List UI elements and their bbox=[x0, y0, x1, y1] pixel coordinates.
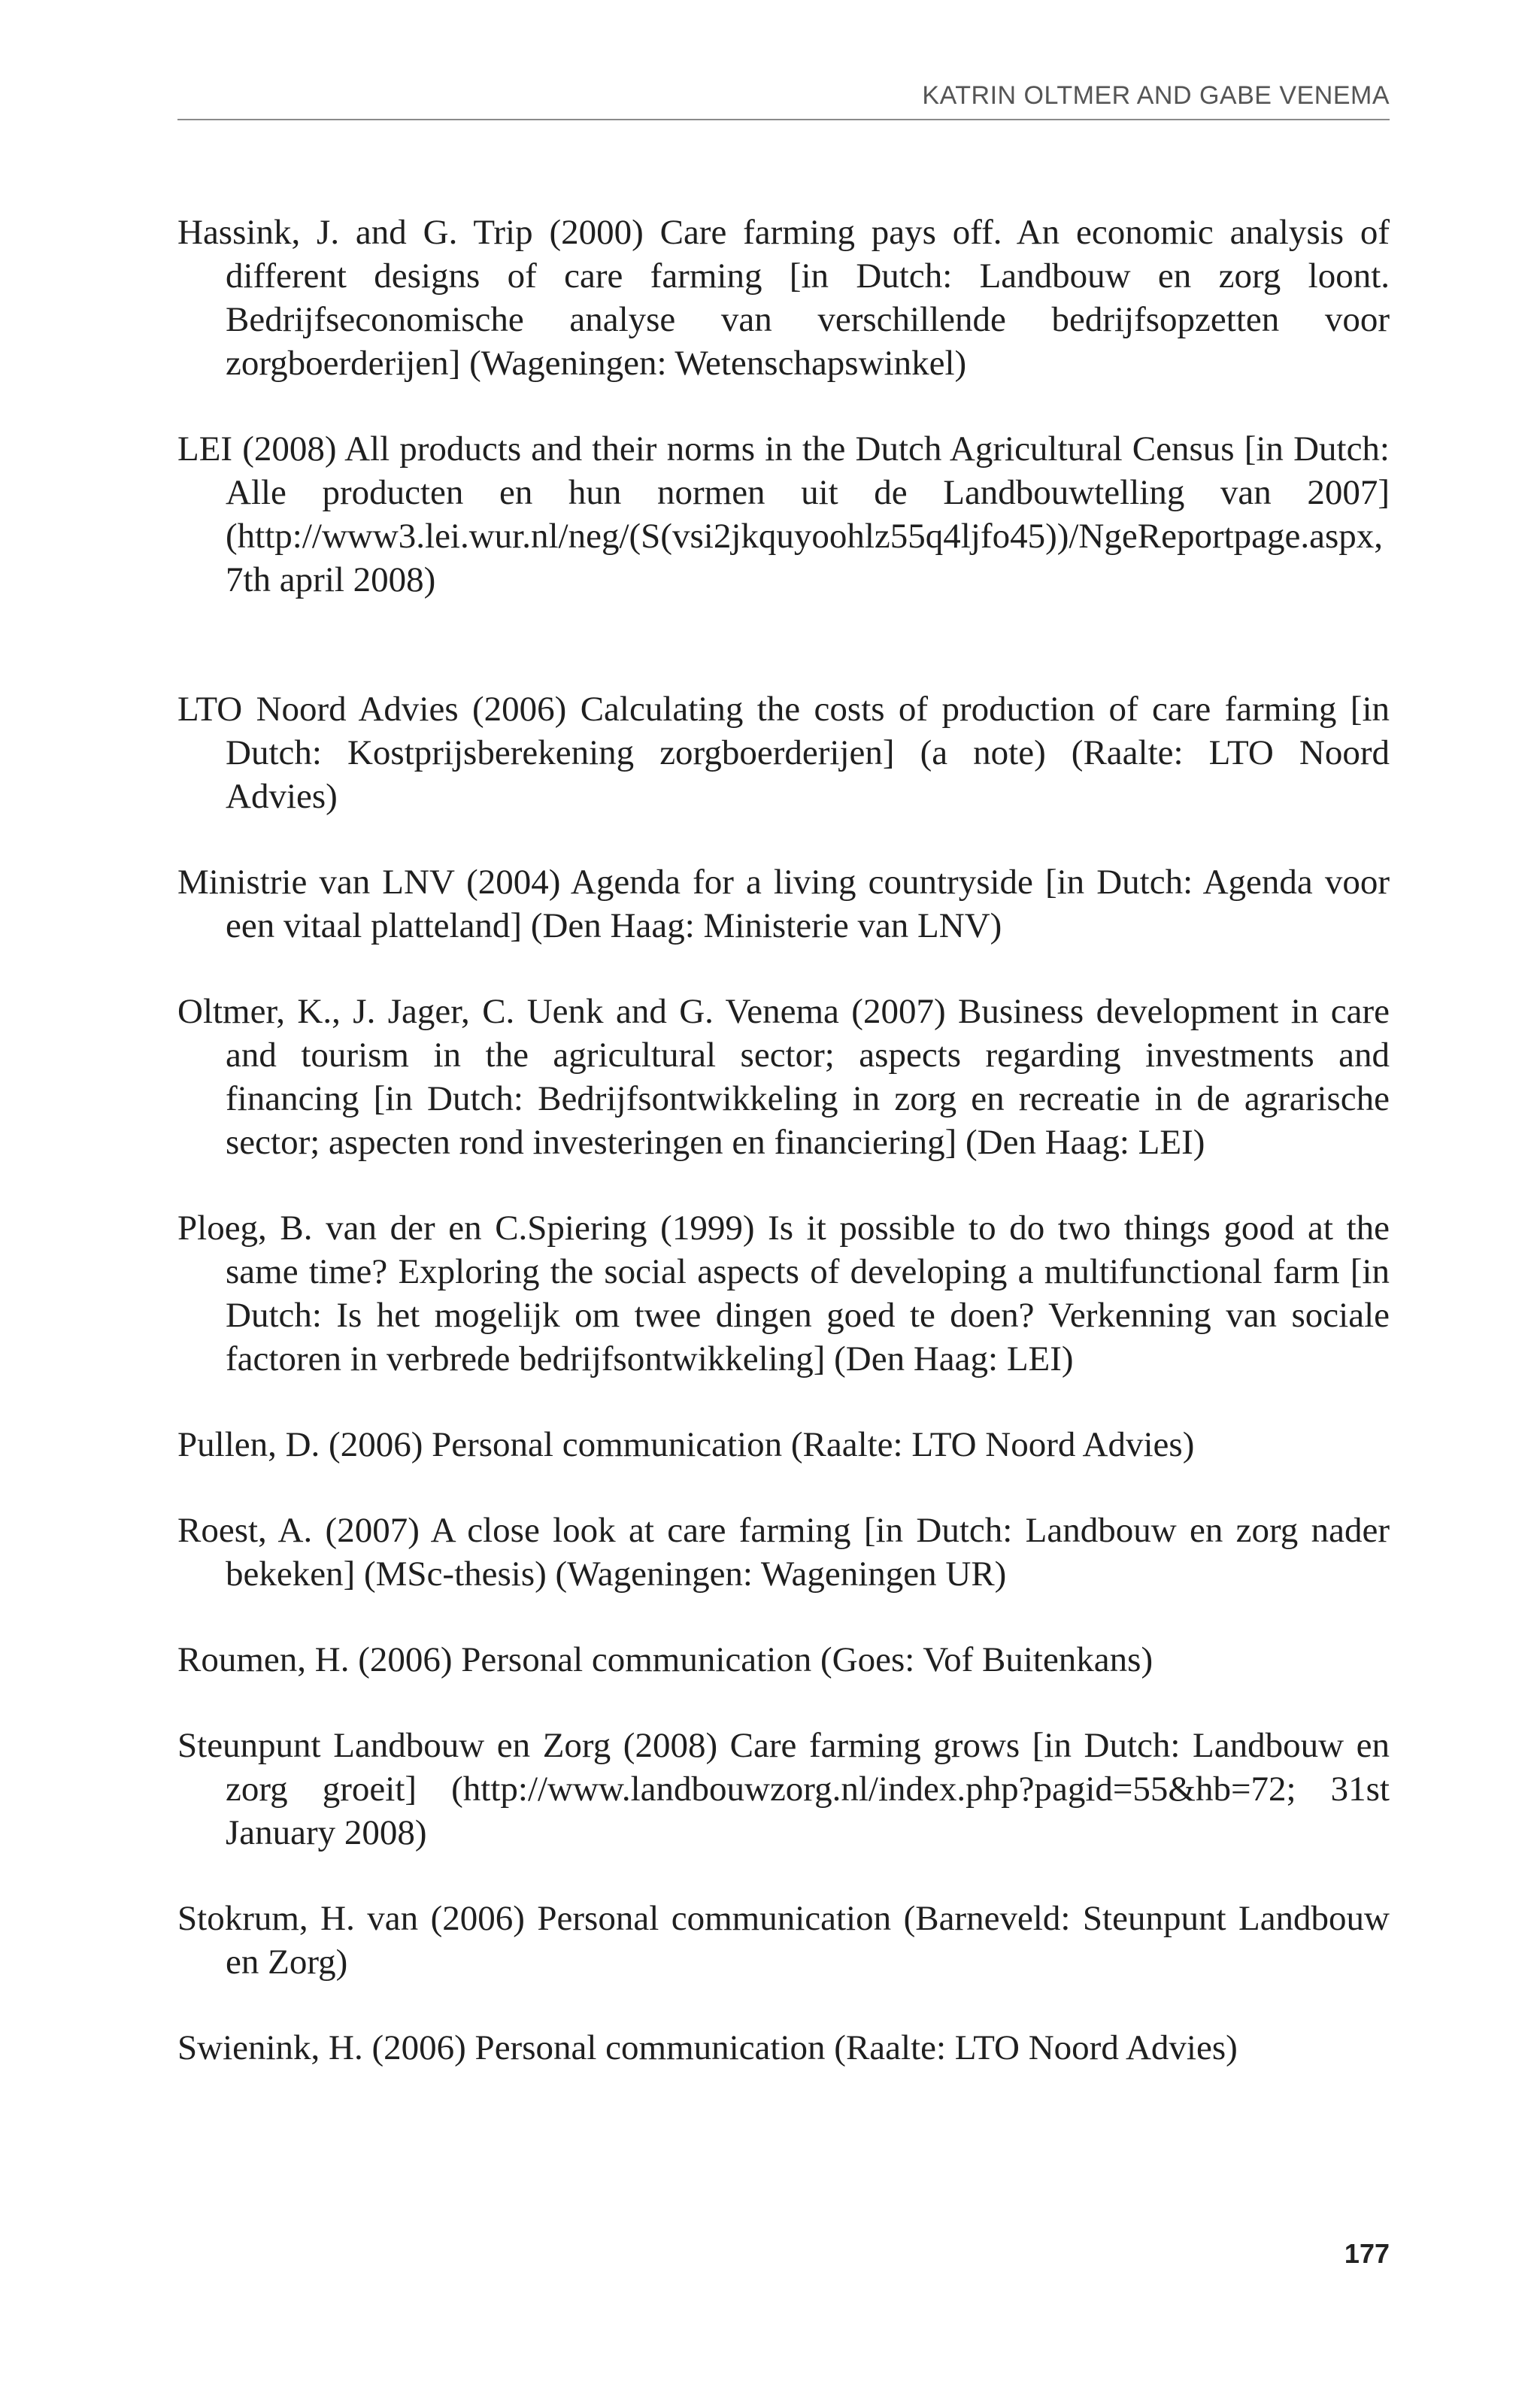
reference-item-hassink: Hassink, J. and G. Trip (2000) Care farming pays off. An economic analysis of different designs of care farming [in Dutch: Landbouw en zorg loont. Bedrijfseconomische analyse van verschillende bedrijfsopzetten voor zorgboerderijen] (Wageningen: Wetenschapswinkel) bbox=[177, 213, 1390, 383]
reference-item-roest: Roest, A. (2007) A close look at care farming [in Dutch: Landbouw en zorg nader bekeken] (MSc-thesis) (Wageningen: Wageningen UR) bbox=[177, 1511, 1390, 1594]
reference-item-stokrum: Stokrum, H. van (2006) Personal communication (Barneveld: Steunpunt Landbouw en Zorg) bbox=[177, 1899, 1390, 1982]
reference-item-lto-noord-advies: LTO Noord Advies (2006) Calculating the costs of production of care farming [in Dutch: Kostprijsberekening zorgboerderijen] (a note) (Raalte: LTO Noord Advies) bbox=[177, 690, 1390, 816]
header-rule bbox=[177, 119, 1390, 120]
reference-item-swienink: Swienink, H. (2006) Personal communication (Raalte: LTO Noord Advies) bbox=[177, 2028, 1238, 2067]
reference-item-pullen: Pullen, D. (2006) Personal communication (Raalte: LTO Noord Advies) bbox=[177, 1425, 1195, 1464]
running-head: KATRIN OLTMER AND GABE VENEMA bbox=[922, 81, 1390, 110]
reference-list bbox=[177, 211, 1390, 2112]
reference-item-roumen: Roumen, H. (2006) Personal communication (Goes: Vof Buitenkans) bbox=[177, 1640, 1153, 1679]
reference-item-ploeg: Ploeg, B. van der en C.Spiering (1999) Is it possible to do two things good at the same time? Exploring the social aspects of developing a multifunctional farm [in Dutch: Is het mogelijk om twee dingen goed te doen? Verkenning van sociale factoren in verbrede bedrijfsontwikkeling] (Den Haag: LEI) bbox=[177, 1209, 1390, 1378]
page-number: 177 bbox=[1344, 2238, 1390, 2269]
reference-item-steunpunt: Steunpunt Landbouw en Zorg (2008) Care farming grows [in Dutch: Landbouw en zorg groeit] (http://www.landbouwzorg.nl/index.php?pagid=55&hb=72; 31st January 2008) bbox=[177, 1726, 1390, 1852]
reference-item-oltmer: Oltmer, K., J. Jager, C. Uenk and G. Venema (2007) Business development in care and tourism in the agricultural sector; aspects regarding investments and financing [in Dutch: Bedrijfsontwikkeling in zorg en recreatie in de agrarische sector; aspecten rond investeringen en financiering] (Den Haag: LEI) bbox=[177, 992, 1390, 1162]
reference-item-ministrie-lnv: Ministrie van LNV (2004) Agenda for a living countryside [in Dutch: Agenda voor een vitaal platteland] (Den Haag: Ministerie van LNV) bbox=[177, 863, 1390, 945]
reference-item-lei: LEI (2008) All products and their norms in the Dutch Agricultural Census [in Dutch: Alle producten en hun normen uit de Landbouwtelling van 2007] (http://www3.lei.wur.nl/neg/(S(vsi2jkquyoohlz55q4ljfo45))/NgeReportpage.aspx, 7th april 2008) bbox=[177, 429, 1390, 599]
